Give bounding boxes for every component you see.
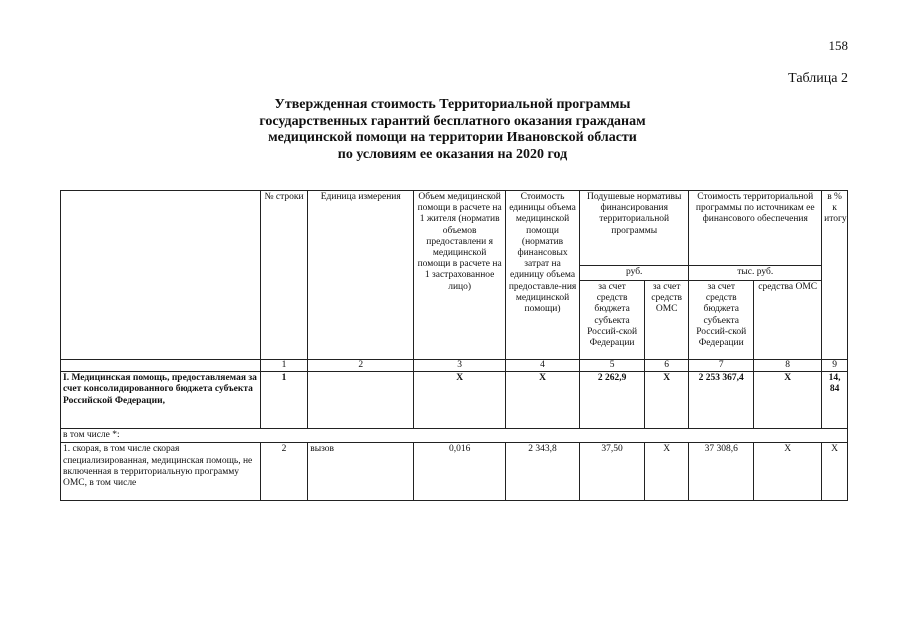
header-rub: руб. (580, 266, 689, 281)
page-number: 158 (828, 38, 848, 53)
title-line: государственных гарантий бесплатного оказания гражданам (259, 113, 646, 129)
row-number: 1 (260, 372, 307, 429)
header-oms-thousand: средства ОМС (754, 281, 822, 360)
row-unit: вызов (308, 443, 414, 501)
cost-table (60, 190, 848, 501)
row-volume: 0,016 (414, 443, 506, 501)
title-line: Утвержденная стоимость Территориальной программы (274, 97, 631, 112)
header-row-number: № строки (260, 191, 307, 360)
row-unit-cost: 2 343,8 (505, 443, 579, 501)
header-program-cost: Стоимость территориальной программы по источникам ее финансового обеспечения (689, 191, 822, 266)
row-name: I. Медицинская помощь, предоставляемая за счет консолидированного бюджета субъекта Российской Федерации, (61, 372, 261, 429)
column-number-cell (61, 360, 261, 372)
table-row (61, 443, 848, 501)
document-title (200, 97, 705, 163)
row-cost-oms: Х (754, 372, 822, 429)
header-unit: Единица измерения (308, 191, 414, 360)
header-unit-cost: Стоимость единицы объема медицинской помощи (норматив финансовых затрат на единицу объема предоставле-ния медицинской помощи) (505, 191, 579, 360)
row-per-capita-budget: 37,50 (580, 443, 645, 501)
header-name-cell (61, 191, 261, 360)
row-percent: 14, 84 (822, 372, 848, 429)
row-name: 1. скорая, в том числе скорая специализированная, медицинская помощь, не включенная в территориальную программу ОМС, в том числе (61, 443, 261, 501)
row-percent: Х (822, 443, 848, 501)
column-number: 8 (754, 360, 822, 372)
row-per-capita-budget: 2 262,9 (580, 372, 645, 429)
row-unit (308, 372, 414, 429)
column-number: 5 (580, 360, 645, 372)
column-number: 9 (822, 360, 848, 372)
header-per-capita: Подушевые нормативы финансирования территориальной программы (580, 191, 689, 266)
table-row (61, 429, 848, 443)
title-line: медицинской помощи на территории Ивановской области (268, 130, 637, 145)
header-thousand-rub: тыс. руб. (689, 266, 822, 281)
header-budget-thousand: за счет средств бюджета субъекта Россий-ской Федерации (689, 281, 754, 360)
header-volume: Объем медицинской помощи в расчете на 1 жителя (норматив объемов предоставлени я медицинской помощи в расчете на 1 застрахованное лицо) (414, 191, 506, 360)
row-volume: Х (414, 372, 506, 429)
table-row (61, 372, 848, 429)
column-number-row (61, 360, 848, 372)
column-number: 2 (308, 360, 414, 372)
row-cost-budget: 2 253 367,4 (689, 372, 754, 429)
column-number: 3 (414, 360, 506, 372)
column-number: 4 (505, 360, 579, 372)
row-cost-oms: Х (754, 443, 822, 501)
header-budget-rub: за счет средств бюджета субъекта Россий-ской Федерации (580, 281, 645, 360)
row-unit-cost: Х (505, 372, 579, 429)
column-number: 7 (689, 360, 754, 372)
table-label: Таблица 2 (788, 71, 848, 86)
row-name: в том числе *: (61, 429, 848, 443)
column-number: 1 (260, 360, 307, 372)
row-per-capita-oms: Х (645, 443, 689, 501)
title-line: по условиям ее оказания на 2020 год (337, 146, 568, 162)
row-number: 2 (260, 443, 307, 501)
header-oms-rub: за счет средств ОМС (645, 281, 689, 360)
row-cost-budget: 37 308,6 (689, 443, 754, 501)
column-number: 6 (645, 360, 689, 372)
row-per-capita-oms: Х (645, 372, 689, 429)
header-percent: в % к итогу (822, 191, 848, 360)
